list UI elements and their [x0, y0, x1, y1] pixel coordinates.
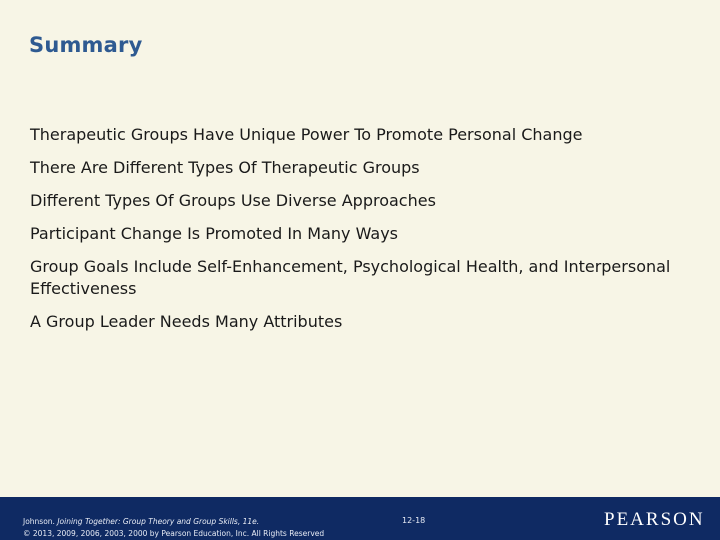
slide-number: 12-18	[402, 516, 426, 525]
footer-bar	[0, 497, 720, 540]
slide-title: Summary	[29, 33, 143, 57]
bullet-item: A Group Leader Needs Many Attributes	[30, 312, 343, 331]
citation-author: Johnson.	[23, 517, 58, 526]
bullet-item: Therapeutic Groups Have Unique Power To Promote Personal Change	[30, 125, 583, 144]
bullet-list	[30, 124, 690, 344]
footer-citation	[23, 516, 324, 540]
pearson-logo: PEARSON	[604, 509, 705, 530]
bullet-item: There Are Different Types Of Therapeutic Groups	[30, 158, 420, 177]
citation-copyright: © 2013, 2009, 2006, 2003, 2000 by Pearson Education, Inc. All Rights Reserved	[23, 529, 325, 538]
bullet-item: Different Types Of Groups Use Diverse Approaches	[30, 191, 436, 210]
bullet-item: Participant Change Is Promoted In Many Ways	[30, 224, 398, 243]
citation-book-title: Joining Together: Group Theory and Group Skills, 11e.	[57, 517, 260, 526]
bullet-item: Group Goals Include Self-Enhancement, Psychological Health, and Interpersonal Effectiveness	[30, 257, 671, 298]
